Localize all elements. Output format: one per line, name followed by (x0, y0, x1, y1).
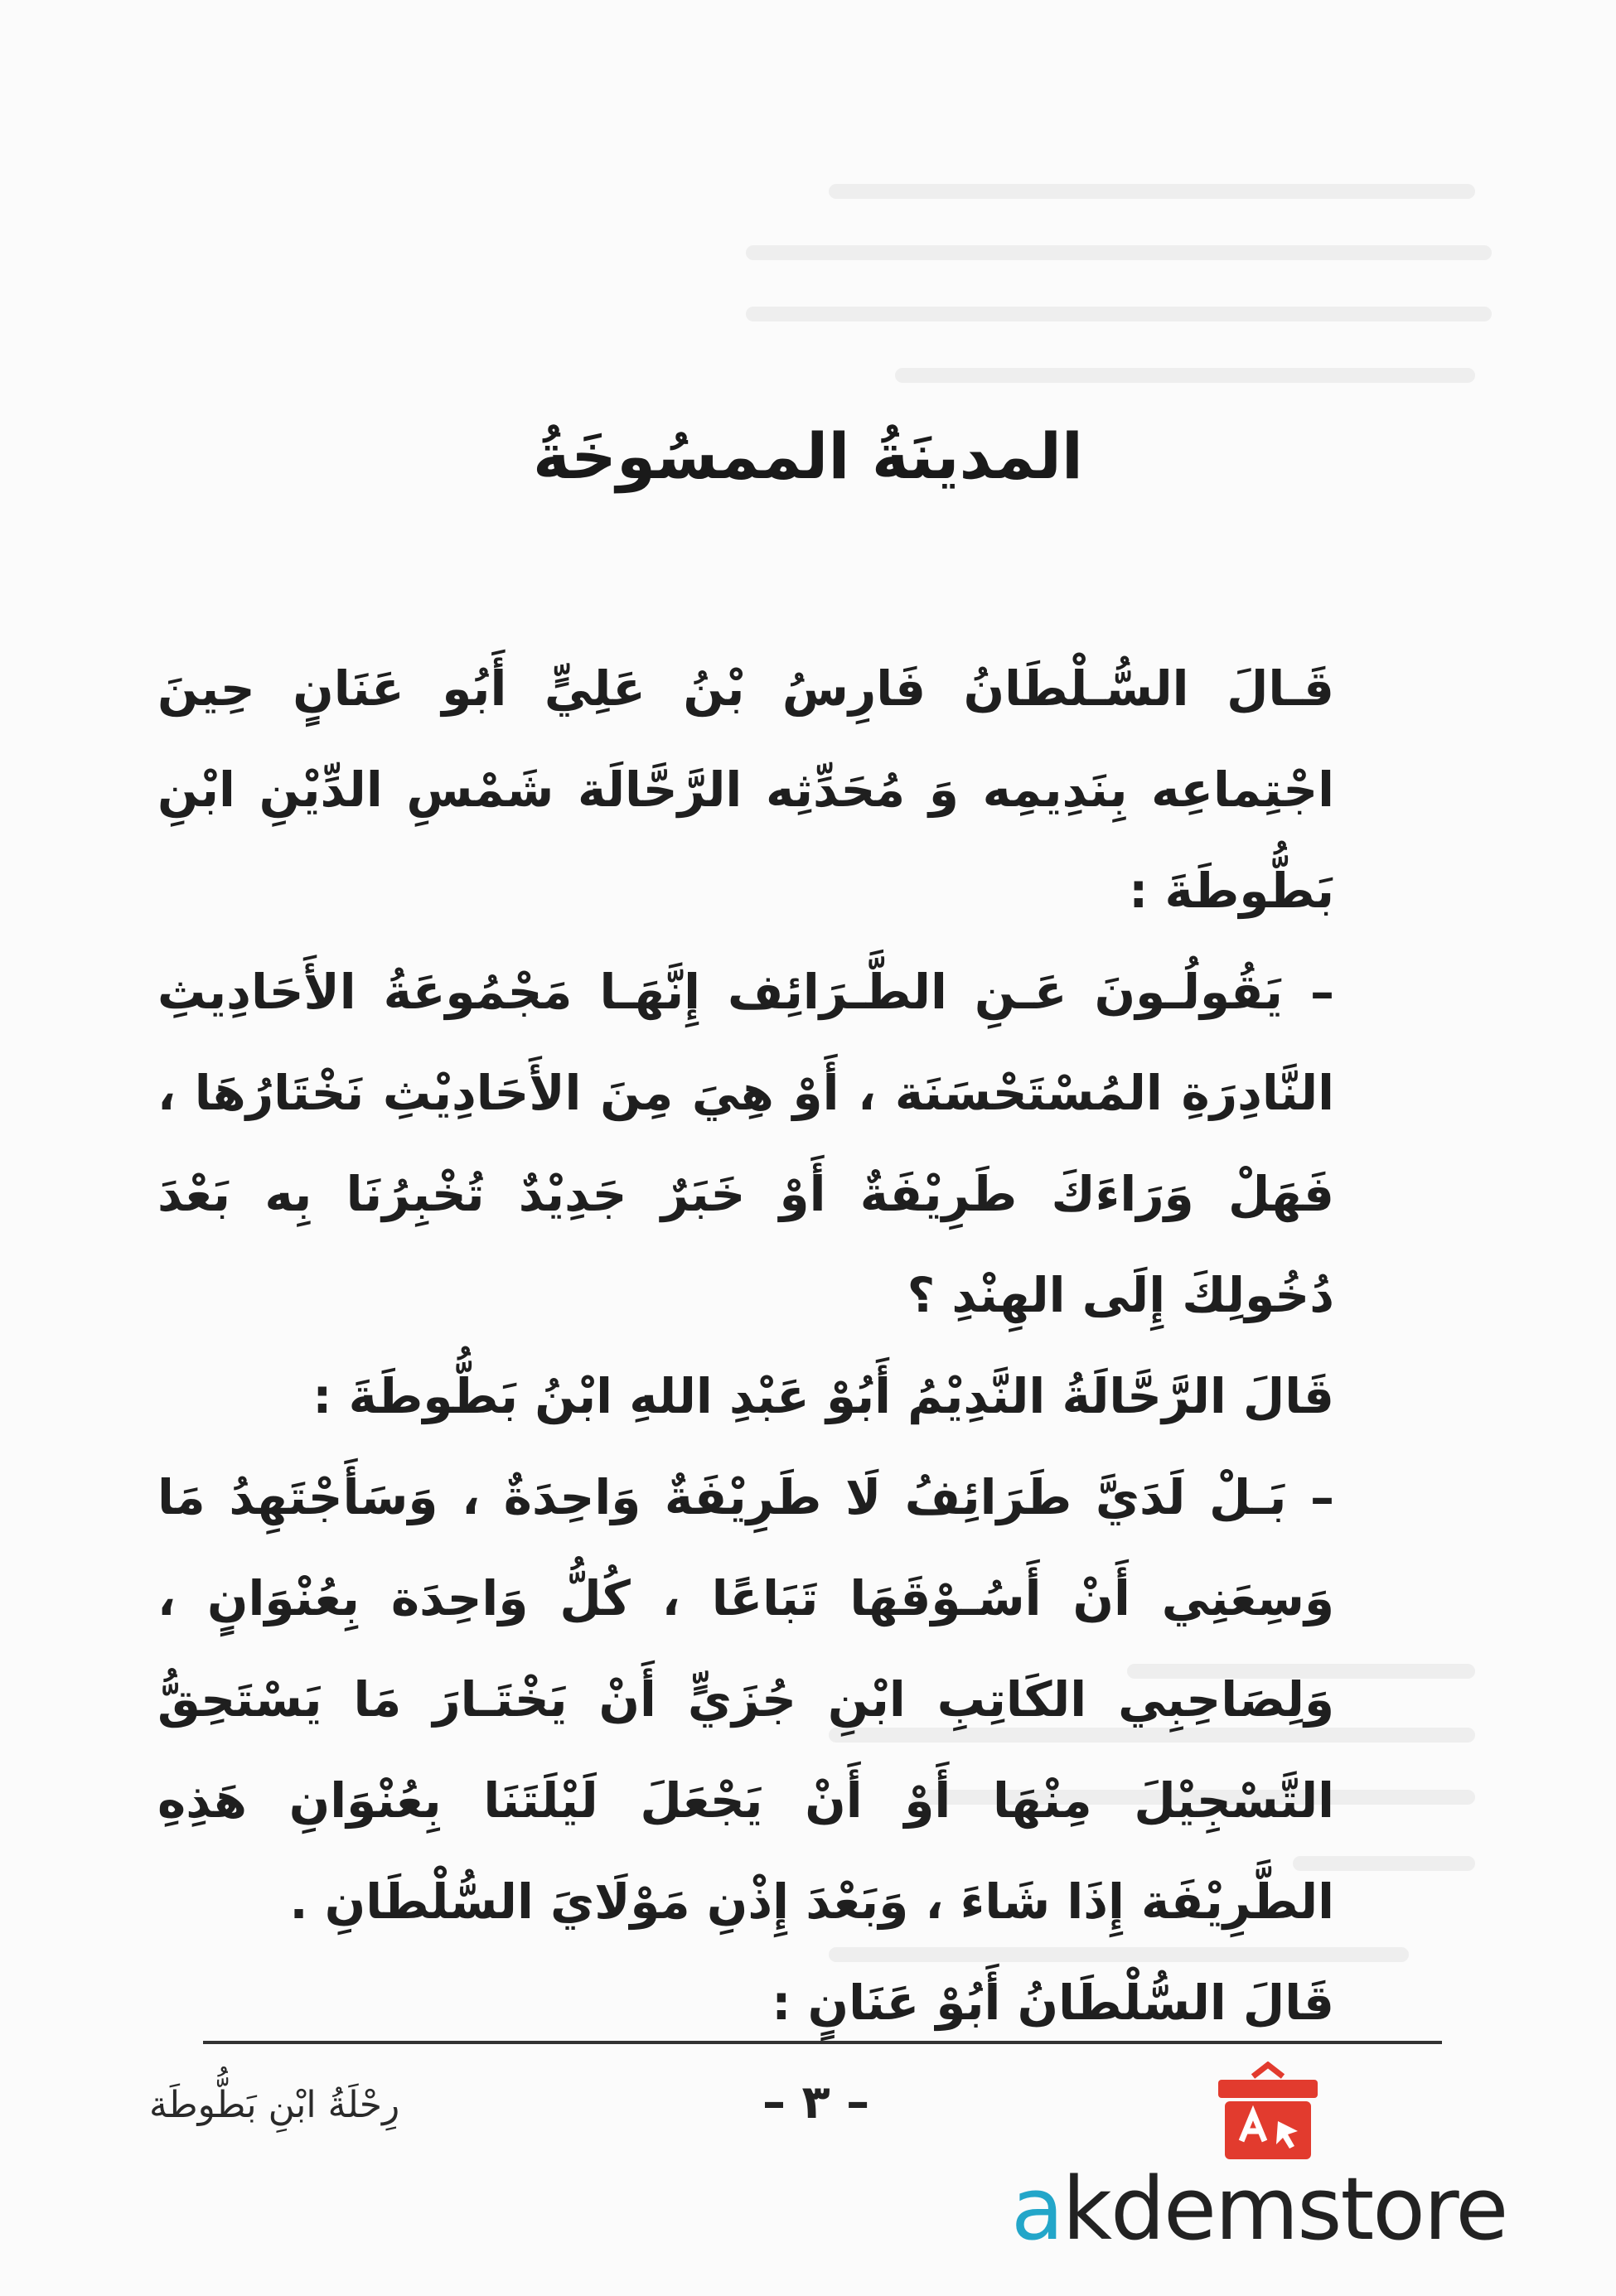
bleed-through-line (746, 307, 1492, 321)
running-footer-book-title: رِحْلَةُ ابْنِ بَطُّوطَة (149, 2084, 400, 2126)
bleed-through-line (829, 184, 1475, 199)
watermark-brand-lead: a (1011, 2158, 1062, 2260)
paragraph-sultan-reply: قَالَ السُّلْطَانُ أَبُوْ عَنَانٍ : (772, 1975, 1334, 2031)
footer-divider (203, 2041, 1442, 2044)
watermark-brand (1011, 2158, 1507, 2260)
paragraph-intro: قَـالَ السُّـلْطَانُ فَارِسُ بْنُ عَلِيٍّ أَبُو عَنَانٍ حِينَ اجْتِماعِه بِنَدِيمِه وَ مُحَدِّثِه الرَّحَّالَة شَمْسِ الدِّيْنِ ابْنِ بَطُّوطَةَ : (157, 660, 1334, 919)
bleed-through-line (746, 245, 1492, 260)
watermark-book-icon (1210, 2062, 1326, 2166)
paragraph-sultan-question: – يَقُولُـونَ عَـنِ الطَّـرَائِف إِنَّهَـا مَجْمُوعَةُ الأَحَادِيثِ النَّادِرَةِ المُسْتَحْسَنَة ، أَوْ هِيَ مِنَ الأَحَادِيْثِ نَخْتَارُهَا ، فَهَلْ وَرَاءَكَ طَرِيْفَةٌ أَوْ خَبَرٌ جَدِيْدٌ تُخْبِرُنَا بِه بَعْدَ دُخُولِكَ إِلَى الهِنْدِ ؟ (157, 964, 1334, 1323)
body-text (157, 638, 1334, 2053)
paragraph-narrator-intro: قَالَ الرَّحَّالَةُ النَّدِيْمُ أَبُوْ عَبْدِ اللهِ ابْنُ بَطُّوطَةَ : (312, 1368, 1334, 1424)
page-number: – ٣ – (762, 2076, 870, 2129)
paragraph-narrator-answer: – بَـلْ لَدَيَّ طَرَائِفُ لَا طَرِيْفَةٌ وَاحِدَةٌ ، وَسَأَجْتَهِدُ مَا وَسِعَنِي أَنْ أَسُـوْقَهَا تَبَاعًا ، كُلُّ وَاحِدَة بِعُنْوَانٍ ، وَلِصَاحِبِي الكَاتِبِ ابْنِ جُزَيٍّ أَنْ يَخْتَـارَ مَا يَسْتَحِقُّ التَّسْجِيْلَ مِنْهَا أَوْ أَنْ يَجْعَلَ لَيْلَتَنَا بِعُنْوَانِ هَذِهِ الطَّرِيْفَة إِذَا شَاءَ ، وَبَعْدَ إِذْنِ مَوْلَايَ السُّلْطَانِ . (157, 1469, 1334, 1930)
chapter-title: المدينَةُ الممسُوخَةُ (533, 418, 1083, 493)
watermark-brand-rest: kdemstore (1062, 2158, 1507, 2260)
bleed-through-line (895, 368, 1475, 383)
